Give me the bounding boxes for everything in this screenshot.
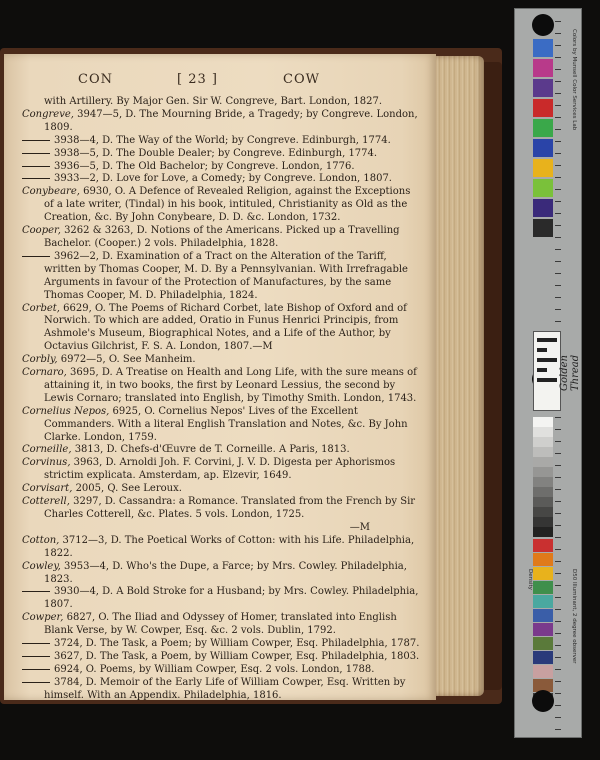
scale-tick: [555, 573, 561, 574]
color-swatch: [533, 567, 553, 580]
entry-text: 6930, O. A Defence of Revealed Religion, against the Exceptions of a late writer, (Tindal) in his book, intituled, Christianity as Old as the Creation, &c. By John Conybeare, D. D. &c. London, 1732.: [44, 186, 411, 224]
grey-step: [533, 517, 553, 527]
scale-tick: [555, 21, 561, 22]
scale-tick: [555, 321, 561, 322]
scale-tick: [555, 657, 561, 658]
grey-step: [533, 447, 553, 457]
scale-tick: [555, 549, 561, 550]
color-swatch: [533, 539, 553, 552]
density-label: Density: [527, 569, 533, 590]
catalog-entry: [22, 638, 422, 651]
scale-tick: [555, 153, 561, 154]
scale-tick: [555, 597, 561, 598]
ditto-dash: [22, 682, 50, 683]
scale-tick: [555, 285, 561, 286]
author-name: Cowper,: [22, 612, 67, 624]
header-left: CON: [78, 72, 113, 87]
entry-text: 3936—5, D. The Old Bachelor; by Congreve. London, 1776.: [54, 160, 355, 172]
author-name: Corbly,: [22, 354, 61, 366]
grey-step: [533, 487, 553, 497]
color-swatch: [533, 609, 553, 622]
header-right: COW: [283, 72, 320, 87]
entry-text: 3930—4, D. A Bold Stroke for a Husband; by Mrs. Cowley. Philadelphia, 1807.: [44, 586, 419, 611]
catalog-entry: [22, 96, 422, 109]
author-name: Cornaro,: [22, 367, 71, 379]
color-swatch: [533, 119, 553, 137]
entry-tail: —M: [349, 521, 370, 533]
catalog-entry: [22, 483, 422, 496]
scale-tick: [555, 177, 561, 178]
author-name: Cooper,: [22, 225, 65, 237]
color-swatch: [533, 39, 553, 57]
ditto-dash: [22, 669, 50, 670]
entry-text: 6925, O. Cornelius Nepos' Lives of the Excellent Commanders. With a literal English Translation and Notes, &c. By John Clarke. London, 1759.: [44, 405, 408, 443]
grey-step: [533, 427, 553, 437]
author-name: Corvinus,: [22, 457, 74, 469]
entry-text: 3933—2, D. Love for Love, a Comedy; by Congreve. London, 1807.: [54, 173, 392, 185]
scale-tick: [555, 609, 561, 610]
grey-step: [533, 527, 553, 537]
color-swatch: [533, 637, 553, 650]
scale-tick: [555, 501, 561, 502]
scale-tick: [555, 465, 561, 466]
color-swatch: [533, 199, 553, 217]
running-header: [0, 72, 440, 92]
scale-tick: [555, 117, 561, 118]
registration-dot-bottom: [532, 690, 554, 712]
entry-text: 3963, D. Arnoldi Joh. F. Corvini, J. V. D. Digesta per Aphorismos strictim explicata. Amsterdam, ap. Elzevir, 1649.: [44, 457, 396, 482]
scale-tick: [555, 681, 561, 682]
ditto-dash: [22, 153, 50, 154]
author-name: Cowley,: [22, 560, 65, 572]
scale-tick: [555, 225, 561, 226]
catalog-entry: [22, 109, 422, 135]
color-swatch: [533, 581, 553, 594]
grey-step: [533, 457, 553, 467]
page-edges: [436, 56, 484, 696]
scale-tick: [555, 537, 561, 538]
entry-text: 3695, D. A Treatise on Health and Long Life, with the sure means of attaining it, in two books, the first by Leonard Lessius, the second by Lewis Cornaro; translated into English, by Timothy Smith. London, 1743.: [44, 367, 417, 404]
catalog-entry: [22, 651, 422, 664]
color-swatch: [533, 99, 553, 117]
entry-text: 3813, D. Chefs-d'Œuvre de T. Corneille. A Paris, 1813.: [74, 444, 350, 456]
registration-dot-top: [532, 14, 554, 36]
entry-text: 3953—4, D. Who's the Dupe, a Farce; by Mrs. Cowley. Philadelphia, 1823.: [44, 560, 407, 585]
book-spine: [484, 62, 502, 690]
page-number: [ 23 ]: [177, 72, 218, 87]
entry-text: 3712—3, D. The Poetical Works of Cotton: with his Life. Philadelphia, 1822.: [44, 534, 415, 559]
entry-text: 3627, D. The Task, a Poem, by William Cowper, Esq. Philadelphia, 1803.: [54, 650, 420, 662]
scale-tick: [555, 81, 561, 82]
scale-tick: [555, 705, 561, 706]
scale-tick: [555, 417, 561, 418]
catalog-entry: [22, 677, 422, 703]
scale-tick: [555, 513, 561, 514]
grey-step: [533, 417, 553, 427]
color-swatch: [533, 595, 553, 608]
author-name: Corbet,: [22, 302, 64, 314]
catalog-entry: [22, 161, 422, 174]
scale-tick: [555, 69, 561, 70]
scale-tick: [555, 717, 561, 718]
scale-tick: [555, 429, 561, 430]
scale-tick: [555, 237, 561, 238]
scale-tick: [555, 105, 561, 106]
scale-tick: [555, 249, 561, 250]
entry-text: 3262 & 3263, D. Notions of the Americans. Picked up a Travelling Bachelor. (Cooper.) 2 vols. Philadelphia, 1828.: [44, 225, 400, 249]
scale-tick: [555, 729, 561, 730]
catalog-entry: [22, 251, 422, 303]
ditto-dash: [22, 591, 50, 592]
scale-tick: [555, 453, 561, 454]
color-swatch: [533, 219, 553, 237]
scale-tick: [555, 585, 561, 586]
color-swatch: [533, 623, 553, 636]
scale-tick: [555, 141, 561, 142]
scale-tick: [555, 669, 561, 670]
entry-text: 6924, O. Poems, by William Cowper, Esq. 2 vols. London, 1788.: [54, 663, 375, 675]
catalog-entry: [22, 186, 422, 225]
author-name: Cotton,: [22, 534, 63, 546]
entry-text: 3297, D. Cassandra: a Romance. Translated from the French by Sir Charles Cotterell, &c. Plates. 5 vols. London, 1725.: [44, 496, 416, 520]
entry-text: 3724, D. The Task, a Poem; by William Cowper, Esq. Philadelphia, 1787.: [54, 638, 420, 650]
scale-tick: [555, 57, 561, 58]
color-swatch: [533, 665, 553, 678]
color-swatch: [533, 179, 553, 197]
catalog-entries: [22, 96, 422, 703]
ditto-dash: [22, 656, 50, 657]
target-brand: Golden Thread: [559, 354, 581, 392]
author-name: Corvisart,: [22, 483, 76, 495]
scale-tick: [555, 297, 561, 298]
scale-tick: [555, 273, 561, 274]
catalog-entry: [22, 135, 422, 148]
scale-tick: [555, 525, 561, 526]
catalog-entry: [22, 367, 422, 406]
scale-tick: [555, 93, 561, 94]
entry-text: with Artillery. By Major Gen. Sir W. Congreve, Bart. London, 1827.: [44, 96, 382, 107]
scale-tick: [555, 561, 561, 562]
color-swatch: [533, 79, 553, 97]
ditto-dash: [22, 256, 50, 257]
entry-text: 2005, Q. See Leroux.: [75, 483, 182, 495]
author-name: Cornelius Nepos,: [22, 405, 113, 417]
entry-text: 3784, D. Memoir of the Early Life of William Cowper, Esq. Written by himself. With an Appendix. Philadelphia, 1816.: [44, 676, 406, 701]
entry-text: 6972—5, O. See Manheim.: [60, 354, 196, 366]
grey-step: [533, 437, 553, 447]
scale-tick: [555, 633, 561, 634]
ditto-dash: [22, 178, 50, 179]
entry-text: 3947—5, D. The Mourning Bride, a Tragedy; by Congreve. London, 1809.: [44, 108, 418, 133]
author-name: Corneille,: [22, 444, 75, 456]
color-swatch: [533, 59, 553, 77]
entry-text: 3938—5, D. The Double Dealer; by Congreve. Edinburgh, 1774.: [54, 147, 378, 159]
entry-text: 6827, O. The Iliad and Odyssey of Homer, translated into English Blank Verse, by W. Cowper, Esq. &c. 2 vols. Dublin, 1792.: [44, 612, 397, 637]
author-name: Conybeare,: [22, 186, 84, 198]
catalog-entry: [22, 457, 422, 483]
color-swatch: [533, 159, 553, 177]
catalog-entry: [22, 561, 422, 587]
scale-tick: [555, 489, 561, 490]
grey-step: [533, 467, 553, 477]
catalog-entry: [22, 444, 422, 457]
grey-step: [533, 477, 553, 487]
entry-text: 3962—2, D. Examination of a Tract on the Alteration of the Tariff, written by Thomas Cooper, M. D. By a Pennsylvanian. With Irrefragable Arguments in favour of the Protection of Manufactures, by the same Thomas Cooper, M. D. Philadelphia, 1824.: [44, 250, 408, 301]
scale-tick: [555, 477, 561, 478]
catalog-entry: [22, 664, 422, 677]
ditto-dash: [22, 166, 50, 167]
ditto-dash: [22, 643, 50, 644]
catalog-entry: [22, 406, 422, 445]
scale-tick: [555, 45, 561, 46]
grey-step: [533, 507, 553, 517]
scale-tick: [555, 645, 561, 646]
catalog-entry: [22, 612, 422, 638]
catalog-entry: [22, 148, 422, 161]
scale-tick: [555, 189, 561, 190]
author-name: Cotterell,: [22, 496, 74, 508]
scale-tick: [555, 621, 561, 622]
target-side-text-top: Colors by Munsell Color Services Lab: [571, 29, 577, 131]
entry-text: 3938—4, D. The Way of the World; by Congreve. Edinburgh, 1774.: [54, 134, 391, 146]
color-swatch: [533, 651, 553, 664]
scale-tick: [555, 33, 561, 34]
catalog-entry: [22, 535, 422, 561]
catalog-entry: [22, 496, 422, 535]
scale-tick: [555, 441, 561, 442]
grey-step: [533, 497, 553, 507]
scale-tick: [555, 309, 561, 310]
scale-tick: [555, 129, 561, 130]
catalog-entry: [22, 303, 422, 355]
ditto-dash: [22, 140, 50, 141]
scale-tick: [555, 213, 561, 214]
scale-tick: [555, 201, 561, 202]
scale-tick: [555, 693, 561, 694]
scale-tick: [555, 261, 561, 262]
scale-tick: [555, 165, 561, 166]
catalog-entry: [22, 354, 422, 367]
target-side-text-bottom: D50 Illuminant, 2 degree observer: [571, 569, 577, 664]
catalog-entry: [22, 173, 422, 186]
color-swatch: [533, 553, 553, 566]
catalog-entry: [22, 586, 422, 612]
color-swatch: [533, 139, 553, 157]
entry-text: 6629, O. The Poems of Richard Corbet, late Bishop of Oxford and of Norwich. To which are added, Oratio in Funus Henrici Principis, from Ashmole's Museum, Biographical Notes, and a Life of the Author, by Octavius Gilchrist, F. S. A. London, 1807.—M: [44, 302, 407, 353]
catalog-entry: [22, 225, 422, 251]
author-name: Congreve,: [22, 108, 78, 120]
target-logo: [533, 331, 561, 411]
